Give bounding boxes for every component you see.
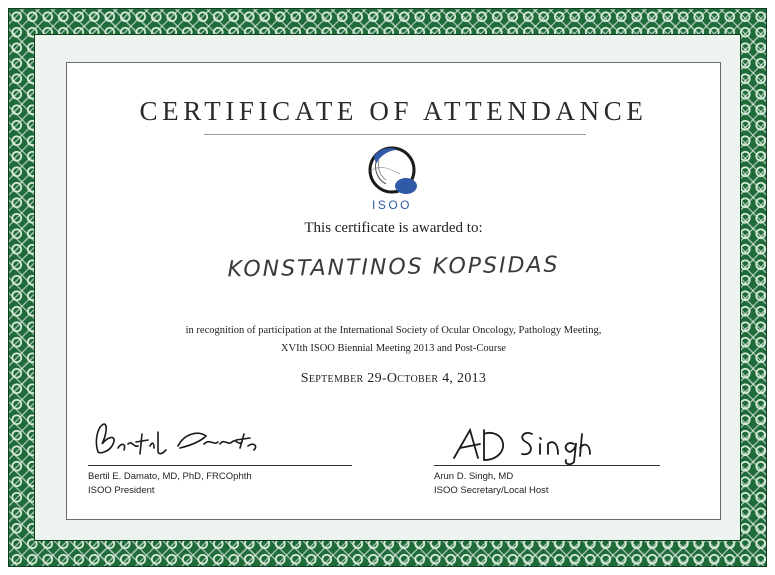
signature-singh: [448, 420, 598, 466]
title-divider: [204, 134, 586, 135]
recognition-line-2: XVIth ISOO Biennial Meeting 2013 and Post-Course: [280, 343, 507, 354]
certificate-title: CERTIFICATE OF ATTENDANCE: [139, 96, 648, 126]
signer-left: [88, 470, 252, 498]
signer-name: Arun D. Singh, MD: [434, 471, 514, 482]
recognition-text: [66, 322, 721, 358]
signer-role: ISOO President: [88, 485, 155, 496]
recognition-line-1: in recognition of participation at the International Society of Ocular Oncology, Pathology Meeting,: [185, 325, 602, 336]
signer-role: ISOO Secretary/Local Host: [434, 485, 549, 496]
signer-name: Bertil E. Damato, MD, PhD, FRCOphth: [88, 471, 252, 482]
awarded-text: This certificate is awarded to:: [304, 220, 483, 236]
signature-line-left: [88, 465, 352, 466]
signature-line-right: [434, 465, 660, 466]
signer-right: [434, 470, 549, 498]
recipient-name: KONSTANTINOS KOPSIDAS: [227, 252, 560, 283]
signature-damato: [88, 412, 268, 464]
event-dates: September 29-October 4, 2013: [300, 371, 487, 386]
logo-text: ISOO: [371, 198, 412, 212]
